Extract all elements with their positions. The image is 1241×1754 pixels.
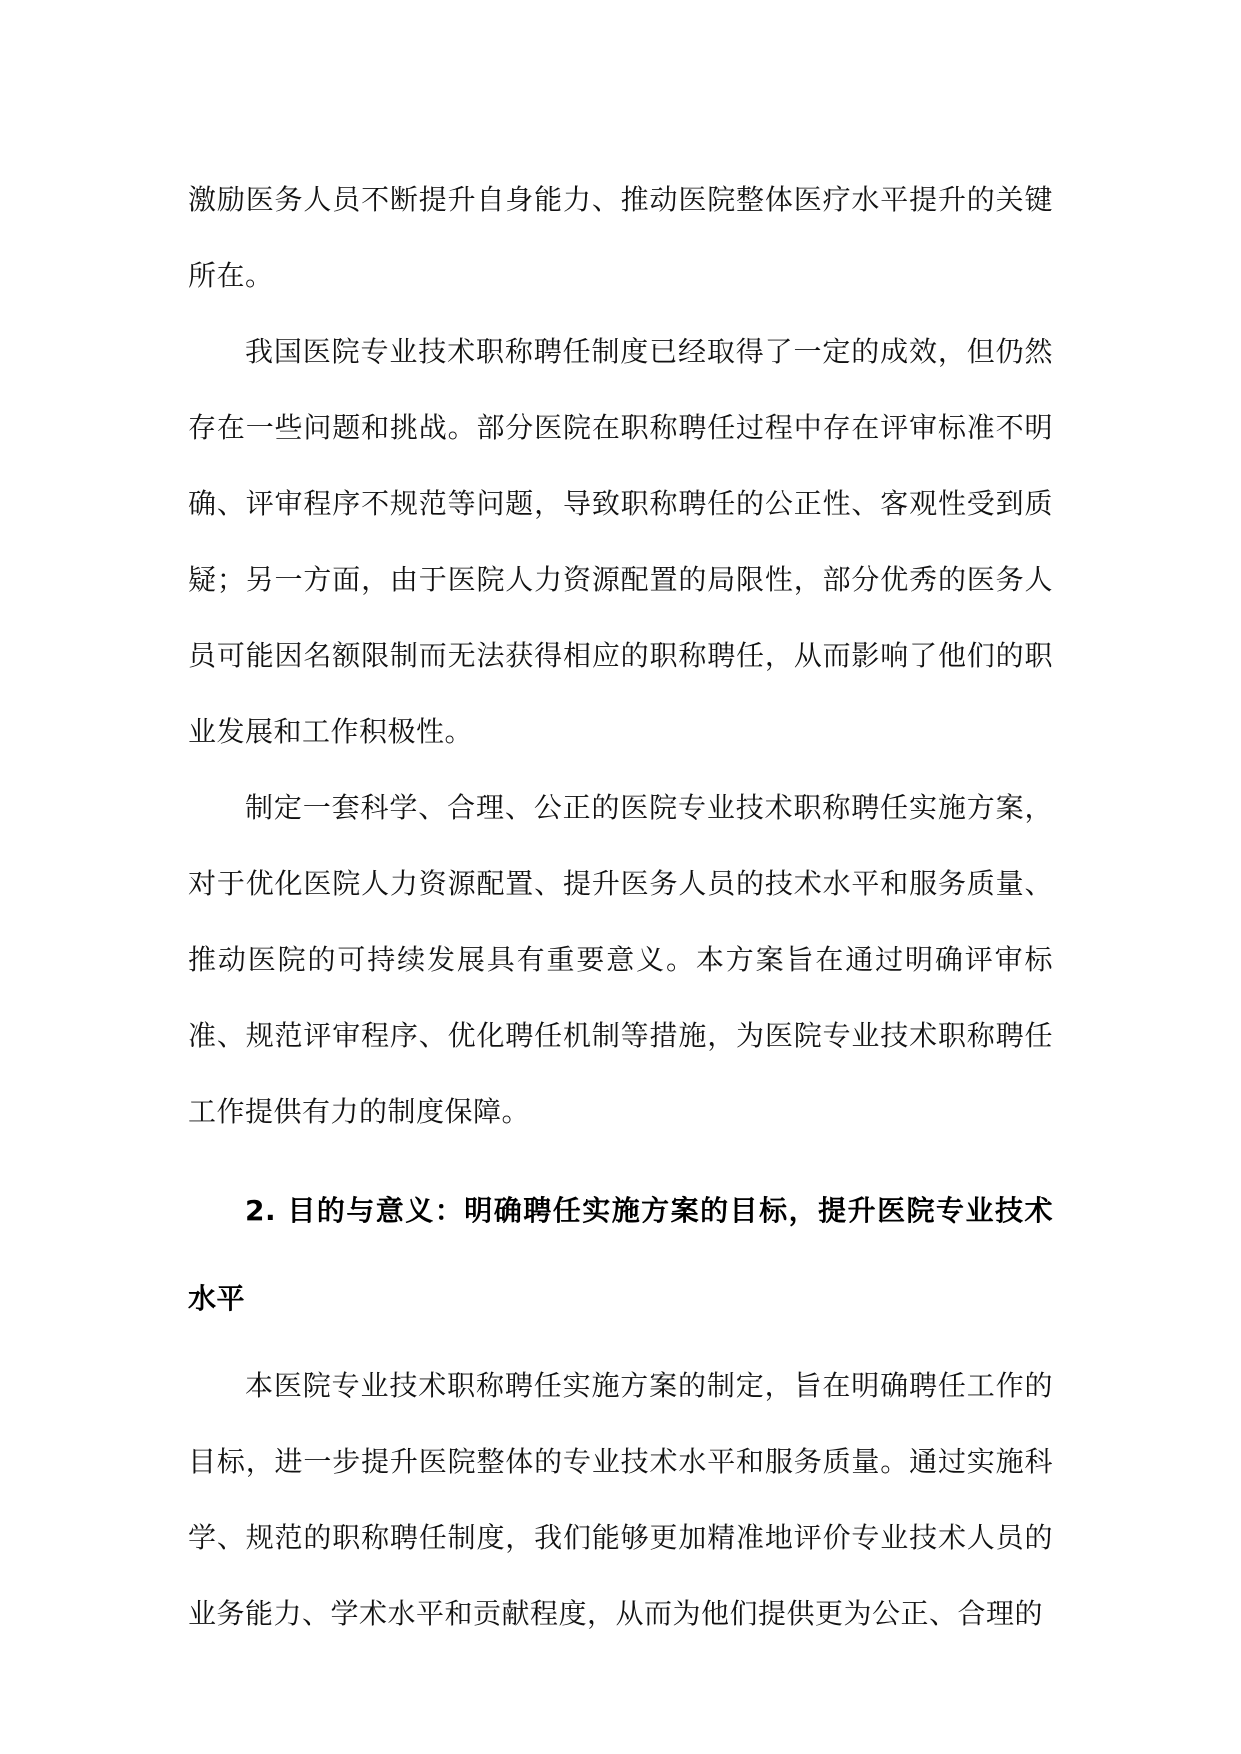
- paragraph-plan-significance: 制定一套科学、合理、公正的医院专业技术职称聘任实施方案，对于优化医院人力资源配置、提升医务人员的技术水平和服务质量、推动医院的可持续发展具有重要意义。本方案旨在通过明确评审标准、规范评审程序、优化聘任机制等措施，为医院专业技术职称聘任工作提供有力的制度保障。: [188, 791, 1053, 1128]
- paragraph-current-problems: 我国医院专业技术职称聘任制度已经取得了一定的成效，但仍然存在一些问题和挑战。部分医院在职称聘任过程中存在评审标准不明确、评审程序不规范等问题，导致职称聘任的公正性、客观性受到质疑；另一方面，由于医院人力资源配置的局限性，部分优秀的医务人员可能因名额限制而无法获得相应的职称聘任，从而影响了他们的职业发展和工作积极性。: [188, 335, 1053, 748]
- paragraph-purpose: 本医院专业技术职称聘任实施方案的制定，旨在明确聘任工作的目标，进一步提升医院整体的专业技术水平和服务质量。通过实施科学、规范的职称聘任制度，我们能够更加精准地评价专业技术人员的业务能力、学术水平和贡献程度，从而为他们提供更为公正、合理的: [188, 1369, 1053, 1630]
- section-heading: 2. 目的与意义：明确聘任实施方案的目标，提升医院专业技术水平: [188, 1194, 1053, 1316]
- paragraph-continuation: 激励医务人员不断提升自身能力、推动医院整体医疗水平提升的关键所在。: [188, 183, 1053, 292]
